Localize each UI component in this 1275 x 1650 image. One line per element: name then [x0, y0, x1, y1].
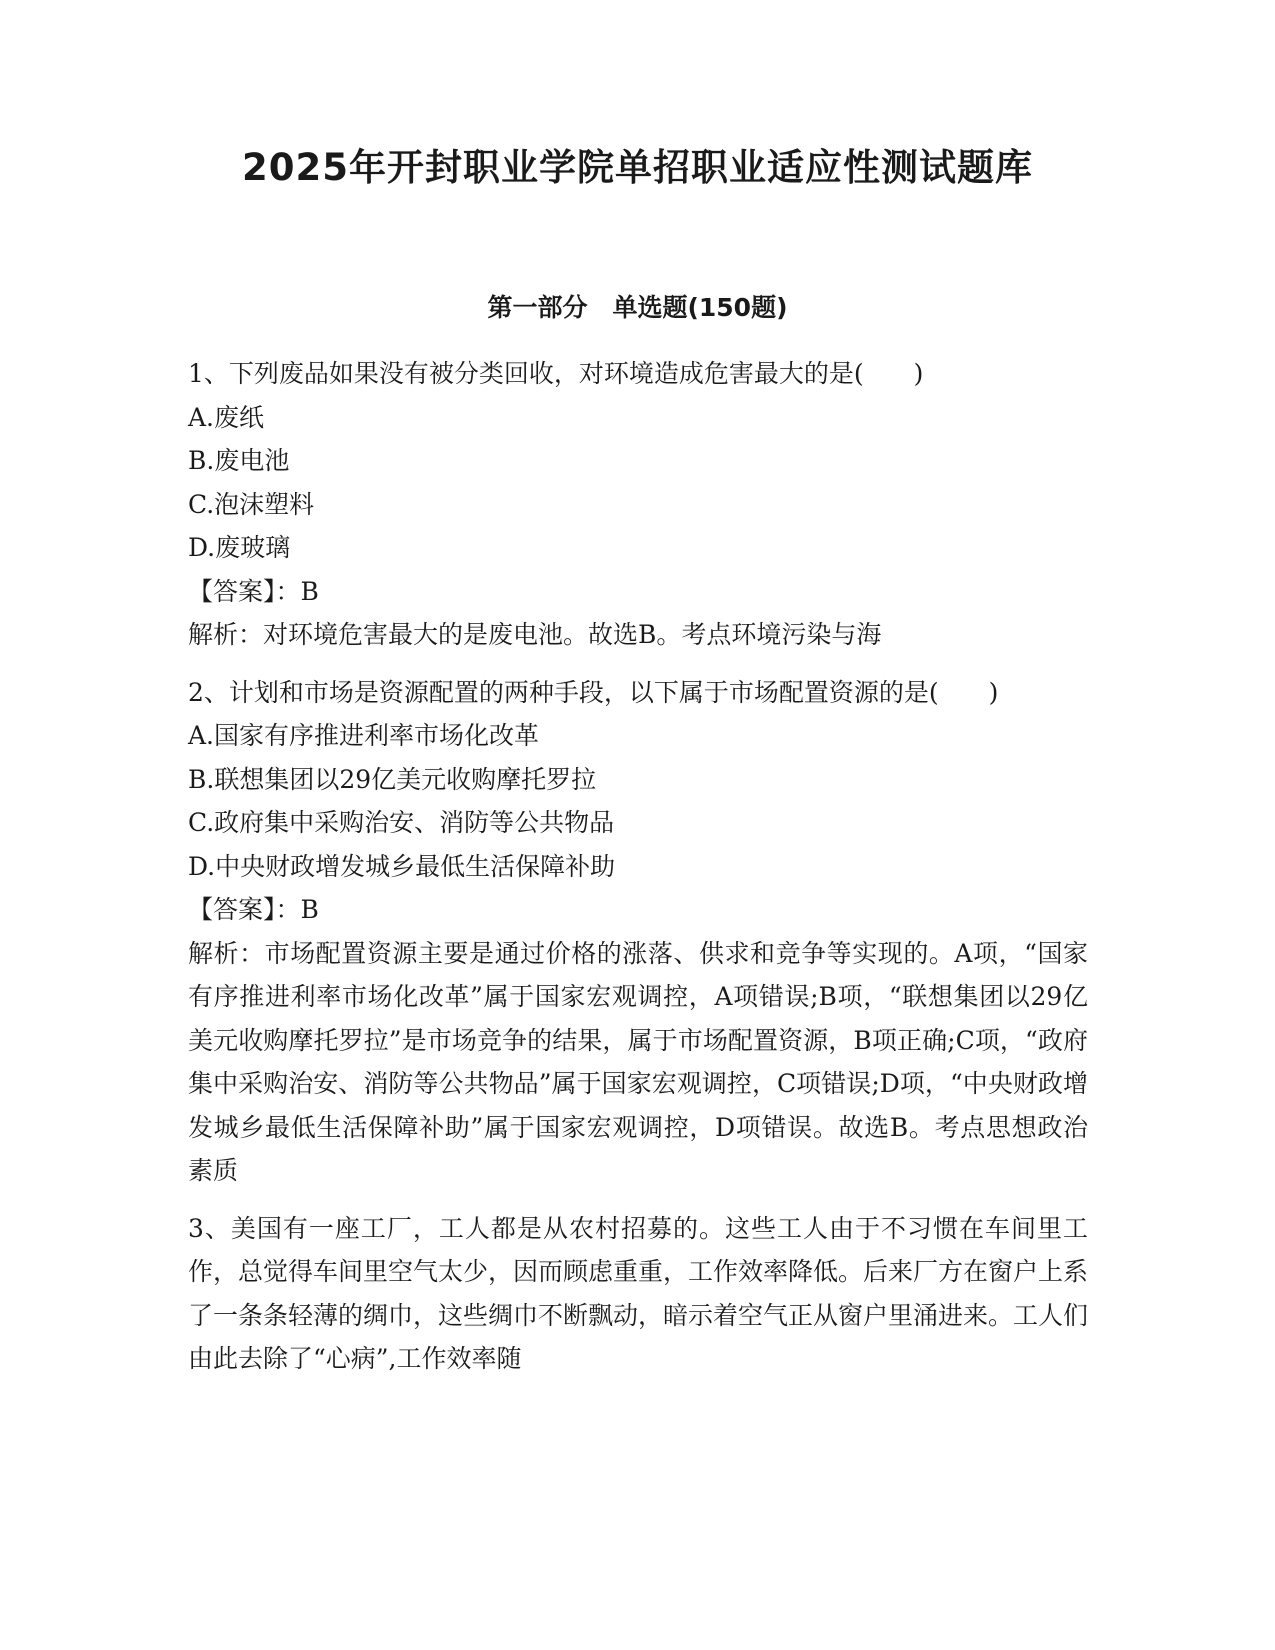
answer: 【答案】：B: [188, 576, 319, 606]
question-stem: 1、下列废品如果没有被分类回收，对环境造成危害最大的是( ): [188, 359, 924, 388]
question-list: [188, 352, 1088, 1395]
option-c: C.泡沫塑料: [188, 489, 315, 519]
option-a: A.废纸: [188, 402, 265, 432]
option-c: C.政府集中采购治安、消防等公共物品: [188, 808, 615, 837]
answer: 【答案】：B: [188, 895, 319, 924]
option-d: D.中央财政增发城乡最低生活保障补助: [188, 851, 616, 881]
option-d: D.废玻璃: [188, 533, 291, 562]
section-title: 第一部分 单选题(150题): [487, 293, 788, 322]
question-stem: 3、美国有一座工厂，工人都是从农村招募的。这些工人由于不习惯在车间里工作，总觉得车间里空气太少，因而顾虑重重，工作效率降低。后来厂方在窗户上系了一条条轻薄的绸巾，这些绸巾不断飘动，暗示着空气正从窗户里涌进来。工人们由此去除了“心病”,工作效率随: [188, 1213, 1089, 1373]
analysis: 解析：市场配置资源主要是通过价格的涨落、供求和竞争等实现的。A项，“国家有序推进利率市场化改革”属于国家宏观调控，A项错误;B项，“联想集团以29亿美元收购摩托罗拉”是市场竞争的结果，属于市场配置资源，B项正确;C项，“政府集中采购治安、消防等公共物品”属于国家宏观调控，C项错误;D项，“中央财政增发城乡最低生活保障补助”属于国家宏观调控，D项错误。故选B。考点思想政治素质: [188, 938, 1088, 1185]
option-a: A.国家有序推进利率市场化改革: [188, 721, 540, 750]
option-b: B.联想集团以29亿美元收购摩托罗拉: [188, 764, 597, 794]
question-2: [188, 671, 1088, 1193]
option-b: B.废电池: [188, 446, 290, 475]
analysis: 解析：对环境危害最大的是废电池。故选B。考点环境污染与海: [188, 620, 882, 649]
question-3: [188, 1207, 1088, 1381]
question-stem: 2、计划和市场是资源配置的两种手段，以下属于市场配置资源的是( ): [188, 677, 999, 707]
question-1: [188, 352, 1088, 657]
document-title: 2025年开封职业学院单招职业适应性测试题库: [242, 146, 1033, 189]
